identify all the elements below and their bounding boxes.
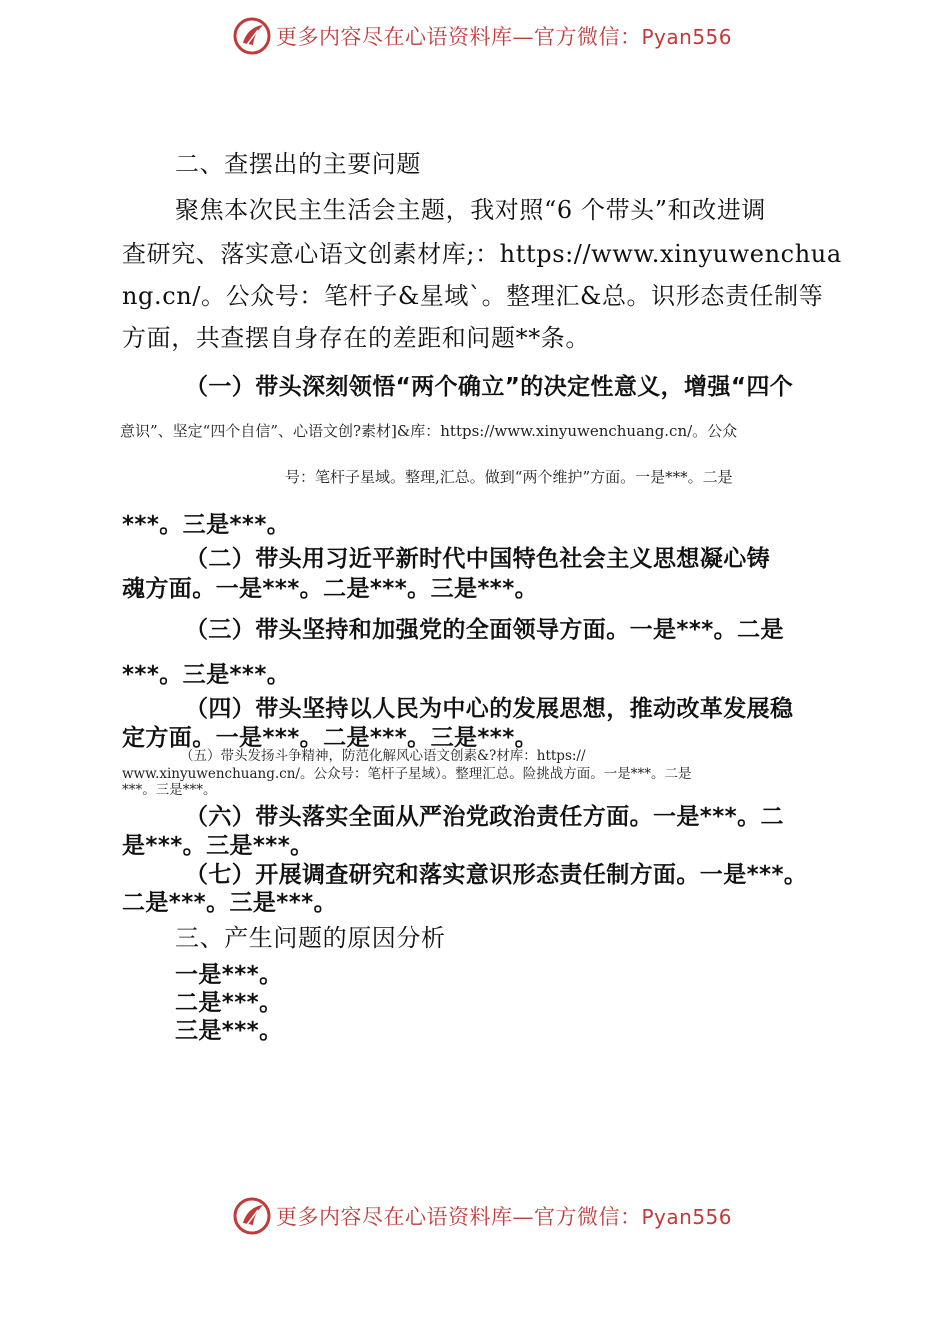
item3-line-1: （三）带头坚持和加强党的全面领导方面。一是***。二是: [185, 617, 784, 643]
item6-line-1: （六）带头落实全面从严治党政治责任方面。一是***。二: [185, 804, 784, 830]
banner-text: 更多内容尽在心语资料库—官方微信：Pyan556: [276, 1205, 733, 1229]
cause-item-3: 三是***。: [175, 1018, 283, 1044]
item7-line-1: （七）开展调查研究和落实意识形态责任制方面。一是***。: [185, 862, 808, 888]
header-banner: [232, 16, 732, 56]
item1-text-2: 号：笔杆子星域。整理,汇总。做到“两个维护”方面。一是***。二是: [285, 468, 733, 486]
item1-text-1: 意识”、坚定“四个自信”、心语文创?素材]&库：https://www.xinyuwenchuang.cn/。公众: [120, 422, 738, 440]
banner-wechat: Pyan556: [641, 1205, 733, 1229]
item2-line-2: 魂方面。一是***。二是***。三是***。: [122, 576, 539, 602]
item7-line-2: 二是***。三是***。: [122, 890, 337, 916]
cause-item-2: 二是***。: [175, 990, 283, 1016]
item5-line-3: ***。三是***。: [122, 782, 217, 798]
item4-line-1: （四）带头坚持以人民为中心的发展思想，推动改革发展稳: [185, 696, 794, 722]
section3-title: 三、产生问题的原因分析: [175, 924, 446, 952]
item3-line-2: ***。三是***。: [122, 662, 291, 688]
item2-line-1: （二）带头用习近平新时代中国特色社会主义思想凝心铸: [185, 546, 770, 572]
banner-text: 更多内容尽在心语资料库—官方微信：Pyan556: [276, 25, 733, 49]
footer-banner: [232, 1196, 732, 1236]
banner-wechat: Pyan556: [641, 25, 733, 49]
intro-line-4: 方面，共查摆自身存在的差距和问题**条。: [122, 324, 590, 352]
item1-heading: （一）带头深刻领悟“两个确立”的决定性意义，增强“四个: [185, 374, 794, 400]
item1-tail: ***。三是***。: [122, 512, 291, 538]
brand-logo-icon: [232, 16, 272, 56]
section-title: 二、查摆出的主要问题: [175, 150, 421, 178]
item4-line-2: 定方面。一是***。二是***。三是***。: [122, 725, 539, 751]
intro-line-2: 查研究、落实意心语文创素材库;：https://www.xinyuwenchua: [122, 240, 842, 268]
item5-line-1: （五）带头发扬斗争精神，防范化解风心语文创素&?材库：https://: [180, 748, 586, 764]
intro-line-1: 聚焦本次民主生活会主题，我对照“6 个带头”和改进调: [175, 196, 767, 224]
item6-line-2: 是***。三是***。: [122, 833, 314, 859]
cause-item-1: 一是***。: [175, 962, 283, 988]
item5-line-2: www.xinyuwenchuang.cn/。公众号：笔杆子星域）。整理汇总。险挑战方面。一是***。二是: [122, 766, 692, 782]
brand-logo-icon: [232, 1196, 272, 1236]
intro-line-3: ng.cn/。公众号：笔杆子&星域`。整理汇&总。识形态责任制等: [122, 282, 824, 310]
